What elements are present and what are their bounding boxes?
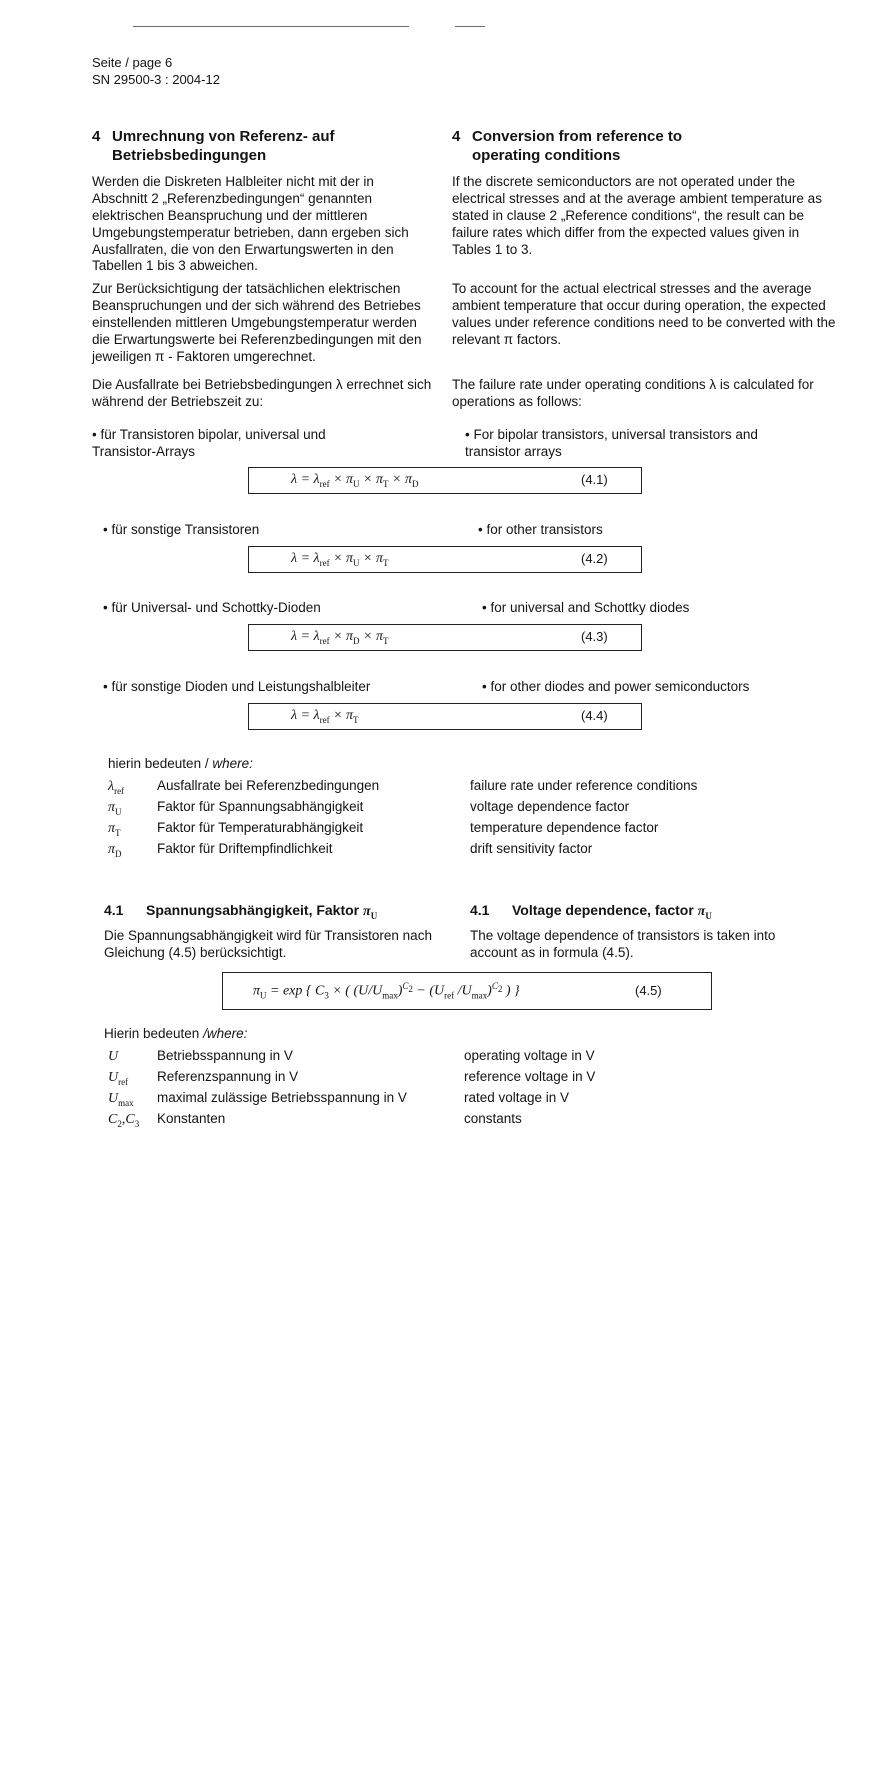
def-u-de: Betriebsspannung in V xyxy=(157,1048,293,1063)
page-header xyxy=(92,55,220,89)
section-4-para1-en: If the discrete semiconductors are not operated under the electrical stresses and at the average ambient temperature as stated in clause 2 „Reference conditions“, the result can be failure rates which differ from the expected values given in Tables 1 to 3. xyxy=(452,174,822,257)
case-1-label-en: • For bipolar transistors, universal transistors and transistor arrays xyxy=(465,427,758,459)
def-pi-d-de: Faktor für Driftempfindlichkeit xyxy=(157,841,333,856)
equation-4-4-box xyxy=(248,703,642,730)
def-pi-t-de: Faktor für Temperaturabhängigkeit xyxy=(157,820,364,835)
equation-4-1-formula: $\lambda = \lambda_{ref} \times \pi_U \times \pi_T \times \pi_D$ xyxy=(291,472,419,489)
where-label-1: hierin bedeuten / where: xyxy=(108,756,253,771)
case-3-label-de: • für Universal- und Schottky-Dioden xyxy=(103,600,321,615)
equation-4-5-formula: $\pi_U = \exp$ { $C_3$ × ( $(U/U_{max})^{C_2} - (U_{ref}$ $/U_{max})^{C_2}$ ) } xyxy=(253,981,520,1001)
equation-4-3-box xyxy=(248,624,642,651)
section-4-heading-de: 4 Umrechnung von Referenz- auf Betriebsbedingungen xyxy=(92,128,335,164)
symbol-c2-c3: $C_2,C_3$ xyxy=(108,1112,140,1129)
equation-4-2-number: (4.2) xyxy=(581,551,608,566)
symbol-pi-d: $\pi_D$ xyxy=(108,842,122,859)
case-4-label-en: • for other diodes and power semiconductors xyxy=(482,679,750,694)
def-u-ref-en: reference voltage in V xyxy=(464,1069,596,1084)
equation-4-2-formula: $\lambda = \lambda_{ref} \times \pi_U \times \pi_T$ xyxy=(291,551,389,568)
def-lambda-ref-de: Ausfallrate bei Referenzbedingungen xyxy=(157,778,380,793)
section-4-1-para-en: The voltage dependence of transistors is taken into account as in formula (4.5). xyxy=(470,928,776,960)
def-row-u xyxy=(108,1048,118,1066)
section-4-para3-en: The failure rate under operating conditions λ is calculated for operations as follows: xyxy=(452,377,814,409)
section-4-para2-de: Zur Berücksichtigung der tatsächlichen elektrischen Beanspruchungen und der sich während des Betriebes einstellenden mittleren Umgebungstemperatur werden die Erwartungswerte bei Referenzbedingungen mit den jeweiligen π - Faktoren umgerechnet. xyxy=(92,281,422,364)
top-rule-right xyxy=(455,26,485,27)
equation-4-2-box xyxy=(248,546,642,573)
equation-4-4-number: (4.4) xyxy=(581,708,608,723)
where-label-2: Hierin bedeuten /where: xyxy=(104,1026,248,1041)
def-lambda-ref-en: failure rate under reference conditions xyxy=(470,778,698,793)
top-rule-left xyxy=(133,26,409,27)
case-2-label-de: • für sonstige Transistoren xyxy=(103,522,260,537)
case-4-label-de: • für sonstige Dioden und Leistungshalbleiter xyxy=(103,679,371,694)
symbol-pi-t: $\pi_T$ xyxy=(108,821,121,838)
def-u-en: operating voltage in V xyxy=(464,1048,595,1063)
symbol-u-max: $U_{max}$ xyxy=(108,1091,134,1108)
def-row-pi-u xyxy=(108,799,122,818)
equation-4-3-number: (4.3) xyxy=(581,629,608,644)
case-2-label-en: • for other transistors xyxy=(478,522,603,537)
page-number: Seite / page 6 xyxy=(92,55,173,70)
case-3-label-en: • for universal and Schottky diodes xyxy=(482,600,690,615)
def-row-u-max xyxy=(108,1090,134,1109)
def-constants-en: constants xyxy=(464,1111,522,1126)
case-1-label-de: • für Transistoren bipolar, universal und Transistor-Arrays xyxy=(92,427,326,459)
equation-4-4-formula: $\lambda = \lambda_{ref} \times \pi_T$ xyxy=(291,708,359,725)
def-u-max-en: rated voltage in V xyxy=(464,1090,570,1105)
def-pi-u-de: Faktor für Spannungsabhängigkeit xyxy=(157,799,364,814)
equation-4-1-number: (4.1) xyxy=(581,472,608,487)
def-row-pi-t xyxy=(108,820,121,839)
symbol-u: U xyxy=(108,1049,119,1064)
def-u-ref-de: Referenzspannung in V xyxy=(157,1069,299,1084)
section-4-1-heading-en: 4.1 Voltage dependence, factor $\pi_U$ xyxy=(470,902,712,921)
section-4-1-para-de: Die Spannungsabhängigkeit wird für Transistoren nach Gleichung (4.5) berücksichtigt. xyxy=(104,928,432,960)
symbol-u-ref: $U_{ref}$ xyxy=(108,1070,129,1087)
equation-4-5-number: (4.5) xyxy=(635,983,662,998)
section-4-para1-de: Werden die Diskreten Halbleiter nicht mit der in Abschnitt 2 „Referenzbedingungen“ genannten elektrischen Beanspruchung und der mittleren Umgebungstemperatur betrieben, dann ergeben sich Ausfallraten, die von den Erwartungswerten in den Tabellen 1 bis 3 abweichen. xyxy=(92,174,409,274)
def-pi-t-en: temperature dependence factor xyxy=(470,820,659,835)
equation-4-5-box xyxy=(222,972,712,1010)
standard-number: SN 29500-3 : 2004-12 xyxy=(92,71,220,87)
section-4-para3-de: Die Ausfallrate bei Betriebsbedingungen λ errechnet sich während der Betriebszeit zu: xyxy=(92,377,432,409)
def-constants-de: Konstanten xyxy=(157,1111,226,1126)
section-4-1-heading-de: 4.1 Spannungsabhängigkeit, Faktor $\pi_U$ xyxy=(104,902,378,921)
def-pi-d-en: drift sensitivity factor xyxy=(470,841,593,856)
def-row-lambda-ref xyxy=(108,778,124,797)
section-4-heading-en: 4 Conversion from reference to operating conditions xyxy=(452,128,683,164)
def-pi-u-en: voltage dependence factor xyxy=(470,799,630,814)
symbol-pi-u: $\pi_U$ xyxy=(108,800,122,817)
def-row-constants xyxy=(108,1111,139,1130)
def-u-max-de: maximal zulässige Betriebsspannung in V xyxy=(157,1090,407,1105)
def-row-pi-d xyxy=(108,841,122,860)
def-row-u-ref xyxy=(108,1069,128,1088)
section-4-para2-en: To account for the actual electrical stresses and the average ambient temperature that occur during operation, the expected values under reference conditions need to be converted with the relevant π factors. xyxy=(452,281,836,347)
symbol-lambda-ref: $\lambda_{ref}$ xyxy=(108,779,125,796)
equation-4-3-formula: $\lambda = \lambda_{ref} \times \pi_D \times \pi_T$ xyxy=(291,629,389,646)
equation-4-1-box xyxy=(248,467,642,494)
